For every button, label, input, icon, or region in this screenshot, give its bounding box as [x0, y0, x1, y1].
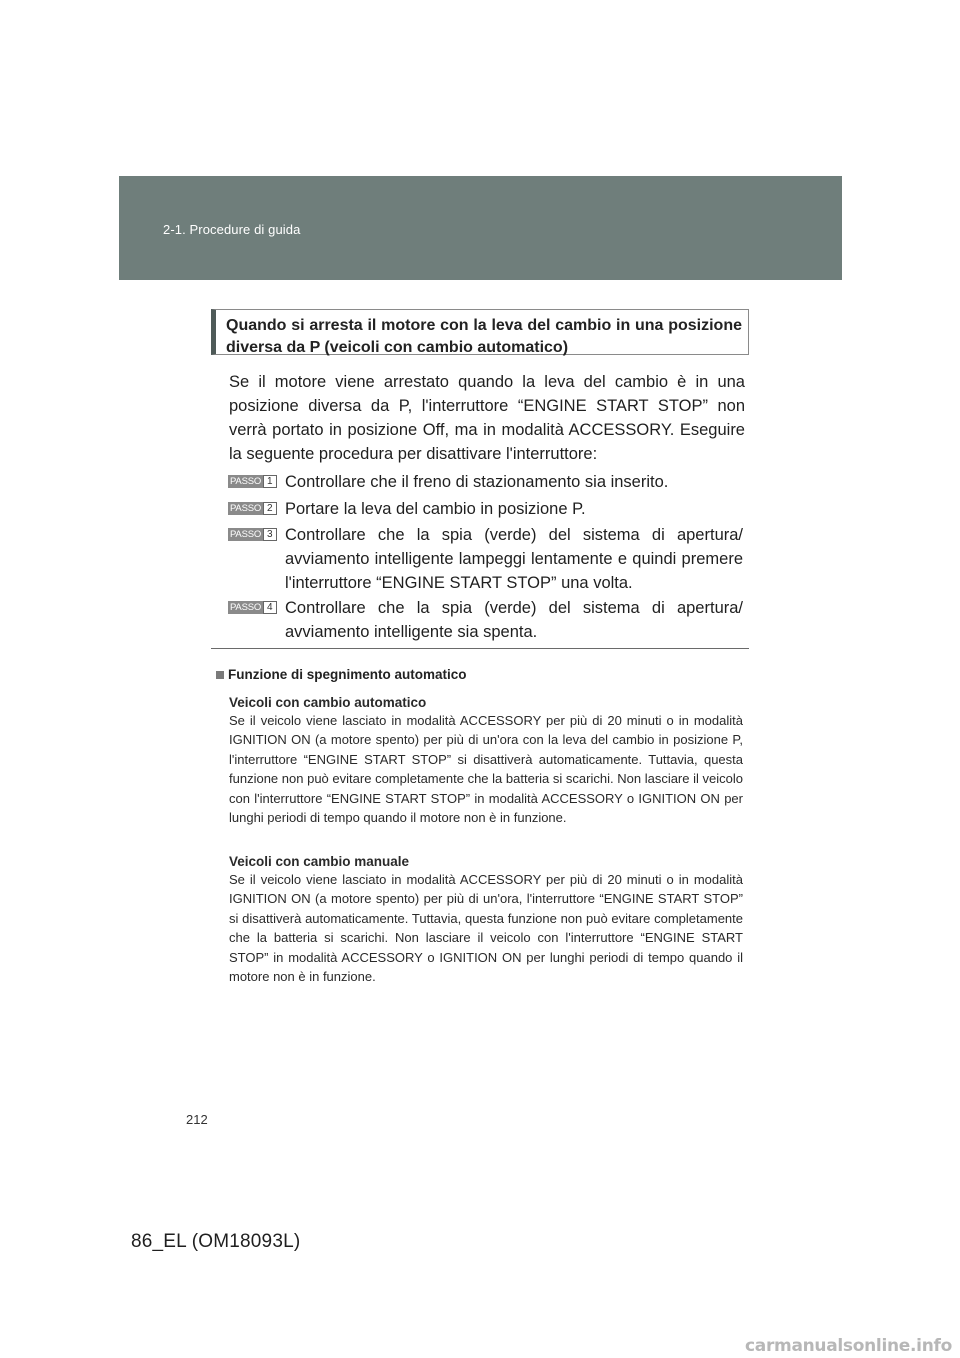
section-divider: [211, 648, 749, 649]
step-text: Portare la leva del cambio in posizione P.: [285, 500, 586, 518]
step-badge-number: 2: [263, 502, 277, 515]
note-heading: [216, 667, 467, 682]
section-title: 2-1. Procedure di guida: [163, 222, 301, 237]
step-badge-label: PASSO: [230, 476, 262, 487]
step-badge-label: PASSO: [230, 529, 262, 540]
intro-paragraph: Se il motore viene arrestato quando la leva del cambio è in una posizione diversa da P, l'interruttore “ENGINE START STOP” non verrà portato in posizione Off, ma in modalità ACCESSORY. Eseguire la seguente procedura per disattivare l'interruttore:: [229, 373, 745, 463]
step-badge-number: 3: [263, 528, 277, 541]
manual-paragraph: Se il veicolo viene lasciato in modalità ACCESSORY per più di 20 minuti o in modalità IGNITION ON (a motore spento) per più di un'ora, l'interruttore “ENGINE START STOP” si disattiverà automaticamente. Tuttavia, questa funzione non può evitare completamente che la batteria si scarichi. Non lasciare il veicolo con l'interruttore “ENGINE START STOP” in modalità ACCESSORY o IGNITION ON per lunghi periodi di tempo quando il motore non è in funzione.: [229, 872, 743, 985]
footer-code: 86_EL (OM18093L): [131, 1231, 301, 1252]
step-badge: [228, 502, 277, 515]
page-number: 212: [186, 1112, 208, 1127]
step-badge-label: PASSO: [230, 602, 262, 613]
callout-title: Quando si arresta il motore con la leva del cambio in una posizione diversa da P (veicoli con cambio automatico): [226, 317, 742, 356]
step-text: Controllare che la spia (verde) del sistema di apertura/ avviamento intelligente lampeggi lentamente e quindi premere l'interruttore “ENGINE START STOP” una volta.: [285, 526, 743, 592]
callout-box: [211, 309, 749, 355]
section-header-band: [119, 176, 842, 280]
step-badge: [228, 601, 277, 614]
automatic-subheading: Veicoli con cambio automatico: [229, 695, 427, 710]
step-badge: [228, 528, 277, 541]
step-text: Controllare che il freno di stazionamento sia inserito.: [285, 473, 669, 491]
step-badge: [228, 475, 277, 488]
note-heading-text: Funzione di spegnimento automatico: [228, 667, 467, 682]
step-badge-number: 1: [263, 475, 277, 488]
step-text: Controllare che la spia (verde) del sistema di apertura/ avviamento intelligente sia spenta.: [285, 599, 743, 641]
watermark: carmanualsonline.info: [745, 1336, 952, 1356]
square-bullet-icon: [216, 671, 224, 679]
automatic-paragraph: Se il veicolo viene lasciato in modalità ACCESSORY per più di 20 minuti o in modalità IGNITION ON (a motore spento) per più di un'ora con la leva del cambio in posizione P, l'interruttore “ENGINE START STOP” si disattiverà automaticamente. Tuttavia, questa funzione non può evitare completamente che la batteria si scarichi. Non lasciare il veicolo con l'interruttore “ENGINE START STOP” in modalità ACCESSORY o IGNITION ON per lunghi periodi di tempo quando il motore non è in funzione.: [229, 713, 743, 826]
manual-subheading: Veicoli con cambio manuale: [229, 854, 410, 869]
step-badge-number: 4: [263, 601, 277, 614]
step-badge-label: PASSO: [230, 503, 262, 514]
